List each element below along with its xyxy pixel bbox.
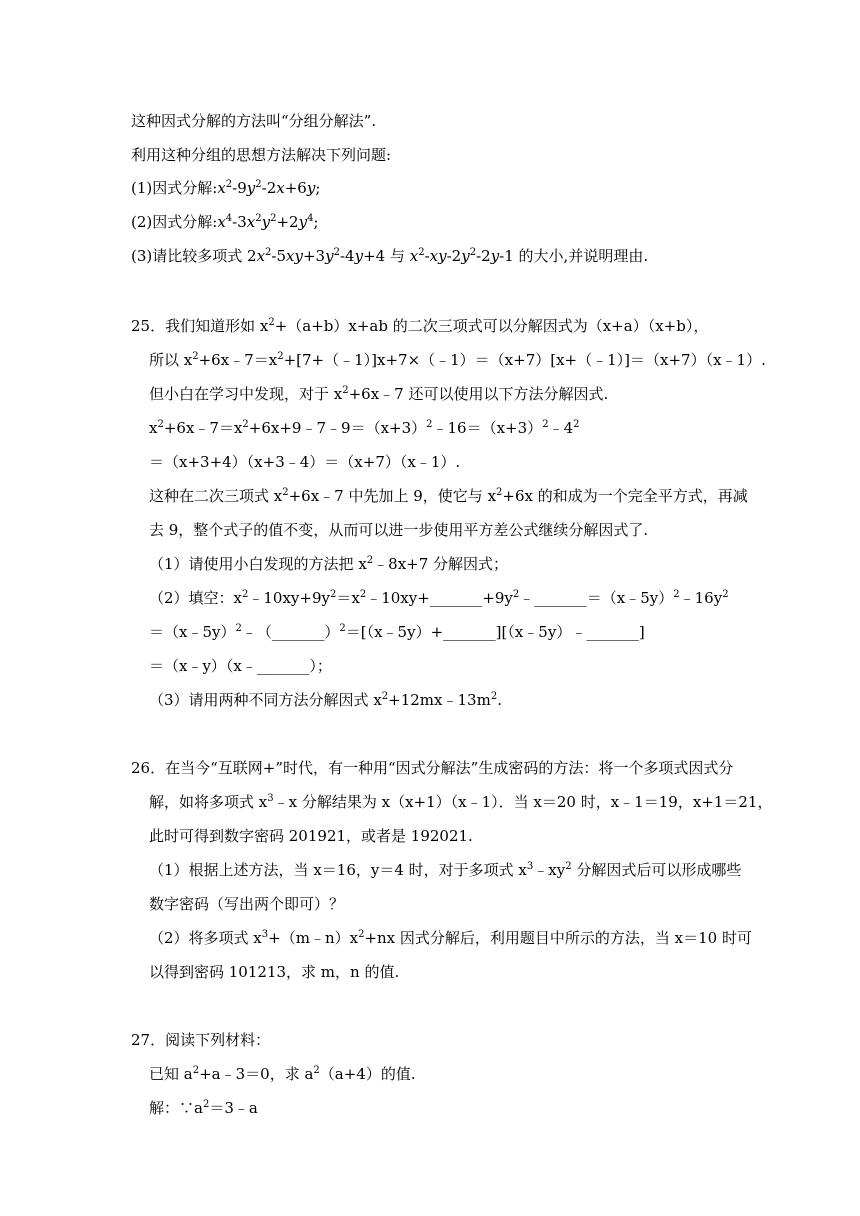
q27-line-1: 27．阅读下列材料： bbox=[131, 1031, 271, 1049]
q25-part-1: （1）请使用小白发现的方法把 $x^2﹣8x+7$ 分解因式； bbox=[149, 555, 509, 573]
q25-line-6: 这种在二次三项式 $x^2+6x﹣7$ 中先加上 9，使它与 $x^2+6x$ 的和成为一个完全平方式，再减 bbox=[149, 487, 748, 505]
q26-part-1-cont: 数字密码（写出两个即可）？ bbox=[149, 895, 345, 913]
q26-line-3: 此时可得到数字密码 201921，或者是 192021. bbox=[149, 827, 473, 845]
intro-part-3: (3)请比较多项式 $2x^2-5xy+3y^2-4y+4$ 与 $x^2-xy-2y^2-2y-1$ 的大小,并说明理由. bbox=[131, 247, 649, 265]
q25-line-5: ＝（x+3+4）（x+3﹣4）＝（x+7）（x﹣1）. bbox=[149, 453, 461, 471]
q26-line-1: 26．在当今“互联网+”时代，有一种用“因式分解法”生成密码的方法：将一个多项式因式分 bbox=[131, 759, 734, 777]
q25-line-1: 25．我们知道形如 $x^2+(a+b)x+ab$ 的二次三项式可以分解因式为（x+a）（x+b）， bbox=[131, 317, 709, 335]
q25-line-4: $x^2+6x﹣7=x^2+6x+9﹣7﹣9=(x+3)^2﹣16=(x+3)^2﹣4^2$ bbox=[149, 419, 580, 437]
q25-line-7: 去 9，整个式子的值不变，从而可以进一步使用平方差公式继续分解因式了. bbox=[149, 521, 649, 539]
q25-part-3: （3）请用两种不同方法分解因式 $x^2+12mx﹣13m^2$. bbox=[149, 691, 502, 709]
intro-part-2: (2)因式分解$:x^4-3x^2y^2+2y^4$; bbox=[131, 213, 319, 231]
q26-part-2: （2）将多项式 $x^3+(m﹣n)x^2+nx$ 因式分解后，利用题目中所示的方法，当 x＝10 时可 bbox=[149, 929, 752, 947]
q25-line-3: 但小白在学习中发现，对于 $x^2+6x﹣7$ 还可以使用以下方法分解因式. bbox=[149, 385, 609, 403]
q25-line-2: 所以 $x^2+6x﹣7=x^2+[7+(﹣1)]x+7\times(﹣1)=(x+7)[x+(﹣1)]=(x+7)(x﹣1)$. bbox=[149, 351, 766, 369]
intro-line-1: 这种因式分解的方法叫“分组分解法”. bbox=[131, 112, 377, 130]
q27-line-2: 已知 $a^2+a﹣3=0$，求 $a^2(a+4)$的值. bbox=[149, 1065, 416, 1083]
q26-part-2-cont: 以得到密码 101213，求 m，n 的值. bbox=[149, 963, 400, 981]
q25-part-2: （2）填空：$x^2﹣10xy+9y^2=x^2﹣10xy+\_\_\_\_\_\_\_+9y^2﹣\_\_\_\_\_\_\_=(x﹣5y)^2﹣16y^2$ bbox=[149, 589, 729, 607]
intro-line-2: 利用这种分组的思想方法解决下列问题: bbox=[131, 146, 392, 164]
intro-part-1: (1)因式分解$:x^2-9y^2-2x+6y$; bbox=[131, 179, 321, 197]
q25-part-2-cont-1: ＝（x﹣5y）$^2$﹣（_______）$^2$＝[（x﹣5y）+_______][（x﹣5y）﹣_______] bbox=[149, 623, 645, 641]
q25-part-2-cont-2: ＝（x﹣y）（x﹣_______）； bbox=[149, 657, 332, 675]
q27-line-3: 解：$\because a^2=3﹣a$ bbox=[149, 1099, 258, 1117]
q26-part-1: （1）根据上述方法，当 x＝16，y＝4 时，对于多项式 $x^3﹣xy^2$ 分解因式后可以形成哪些 bbox=[149, 861, 742, 879]
q26-line-2: 解，如将多项式 $x^3﹣x$ 分解结果为 x（x+1）（x﹣1）．当 x＝20 时，x﹣1＝19，x+1＝21， bbox=[149, 793, 773, 811]
